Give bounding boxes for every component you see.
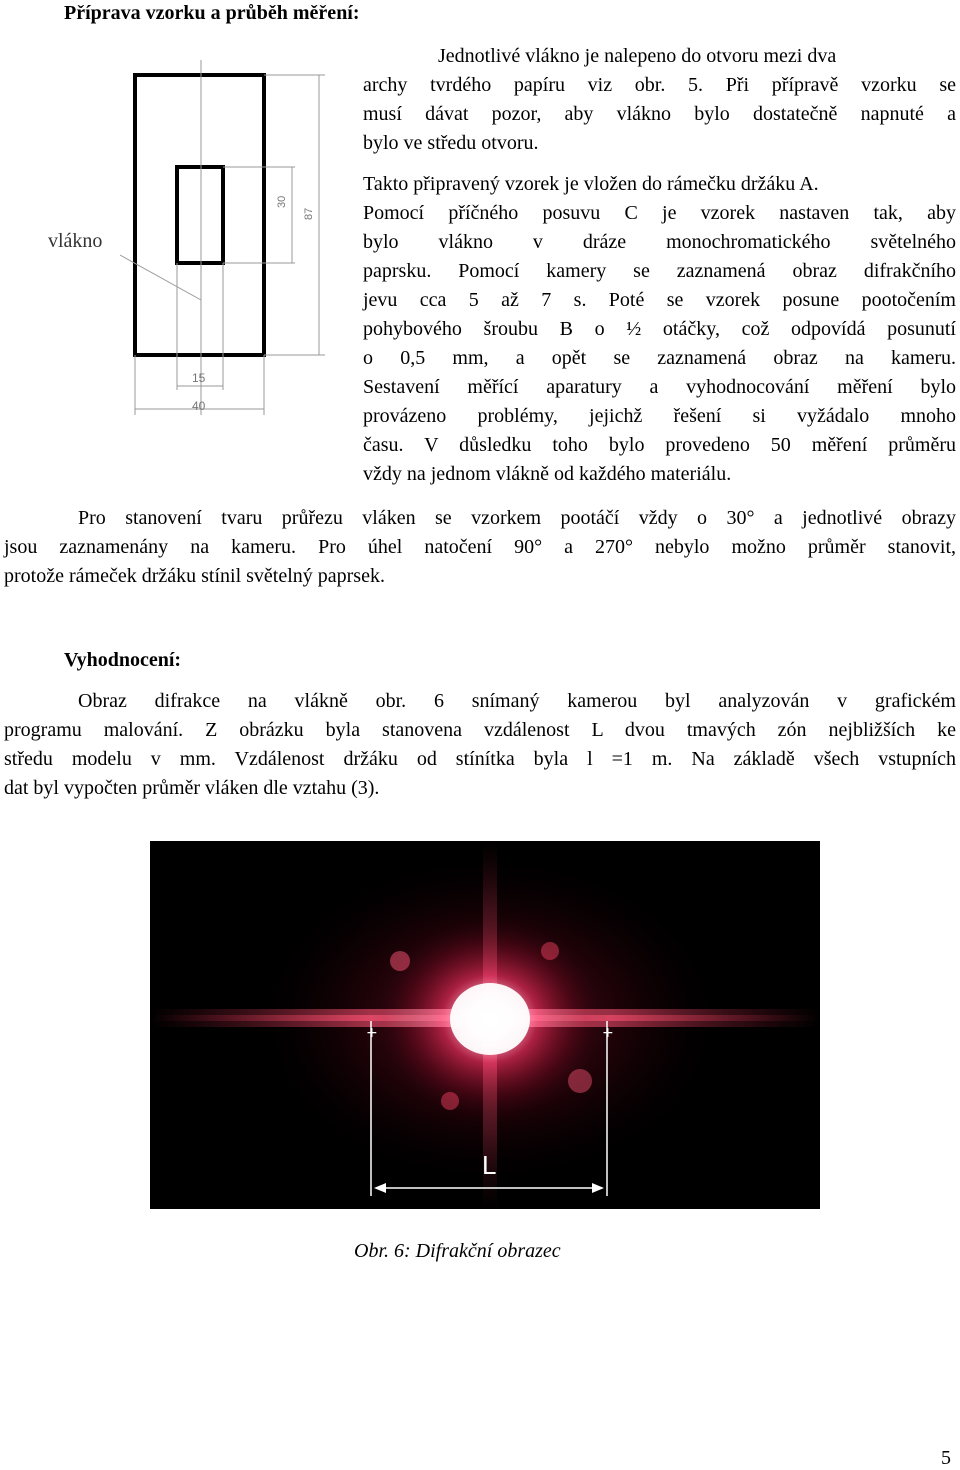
evaluation-line-1: Obraz difrakce na vlákně obr. 6 snímaný kamerou byl analyzován v grafickém	[78, 690, 956, 712]
dim-label-15: 15	[192, 371, 206, 385]
figure-caption: Obr. 6: Difrakční obrazec	[354, 1240, 561, 1262]
paragraph-3-line-3: protože rámeček držáku stínil světelný paprsek.	[4, 565, 385, 587]
paragraph-3-line-1: Pro stanovení tvaru průřezu vláken se vzorkem pootáčí vždy o 30° a jednotlivé obrazy	[78, 507, 956, 529]
paragraph-3-line-2: jsou zaznamenány na kameru. Pro úhel natočení 90° a 270° nebylo možno průměr stanovit,	[4, 536, 956, 558]
page-number: 5	[941, 1447, 951, 1469]
paragraph-2-line-9: provázeno problémy, jejichž řešení si vyžádalo mnoho	[363, 405, 956, 427]
evaluation-heading: Vyhodnocení:	[64, 649, 182, 671]
paragraph-2-line-3: bylo vlákno v dráze monochromatického světelného	[363, 231, 956, 253]
sample-frame-outline	[135, 75, 264, 355]
paragraph-1-line-3: musí dávat pozor, aby vlákno bylo dostatečně napnuté a	[363, 103, 956, 125]
paragraph-2-line-1: Takto připravený vzorek je vložen do rámečku držáku A.	[363, 173, 819, 195]
paragraph-2-line-11: vždy na jednom vlákně od každého materiálu.	[363, 463, 732, 485]
dim-label-87: 87	[303, 207, 315, 220]
paragraph-2-line-2: Pomocí příčného posuvu C je vzorek nastaven tak, aby	[363, 202, 956, 224]
paragraph-2-line-4: paprsku. Pomocí kamery se zaznamená obraz difrakčního	[363, 260, 956, 282]
paragraph-1-line-2: archy tvrdého papíru viz obr. 5. Při přípravě vzorku se	[363, 74, 956, 96]
evaluation-line-4: dat byl vypočten průměr vláken dle vztahu (3).	[4, 777, 380, 799]
fiber-label: vlákno	[48, 230, 103, 252]
paragraph-2-line-5: jevu cca 5 až 7 s. Poté se vzorek posune pootočením	[363, 289, 956, 311]
svg-text:+: +	[366, 1025, 378, 1041]
paragraph-1-line-4: bylo ve středu otvoru.	[363, 132, 539, 154]
section-heading: Příprava vzorku a průběh měření:	[64, 2, 360, 24]
paragraph-2-line-6: pohybového šroubu B o ½ otáčky, což odpovídá posunutí	[363, 318, 956, 340]
distance-label: L	[482, 1150, 497, 1180]
diffraction-photo	[150, 841, 820, 1209]
paragraph-2-line-8: Sestavení měřící aparatury a vyhodnocování měření bylo	[363, 376, 956, 398]
paragraph-2-line-10: času. V důsledku toho bylo provedeno 50 měření průměru	[363, 434, 956, 456]
evaluation-line-2: programu malování. Z obrázku byla stanovena vzdálenost L dvou tmavých zón nejbližších ke	[4, 719, 956, 741]
sample-opening-outline	[177, 167, 223, 263]
dim-label-40: 40	[192, 399, 206, 413]
evaluation-line-3: středu modelu v mm. Vzdálenost držáku od stínítka byla l =1 m. Na základě všech vstupních	[4, 748, 956, 770]
paragraph-2-line-7: o 0,5 mm, a opět se zaznamená obraz na kameru.	[363, 347, 956, 369]
svg-text:+: +	[602, 1025, 614, 1041]
dim-label-30: 30	[276, 195, 288, 208]
paragraph-1-line-1: Jednotlivé vlákno je nalepeno do otvoru mezi dva	[438, 45, 837, 67]
